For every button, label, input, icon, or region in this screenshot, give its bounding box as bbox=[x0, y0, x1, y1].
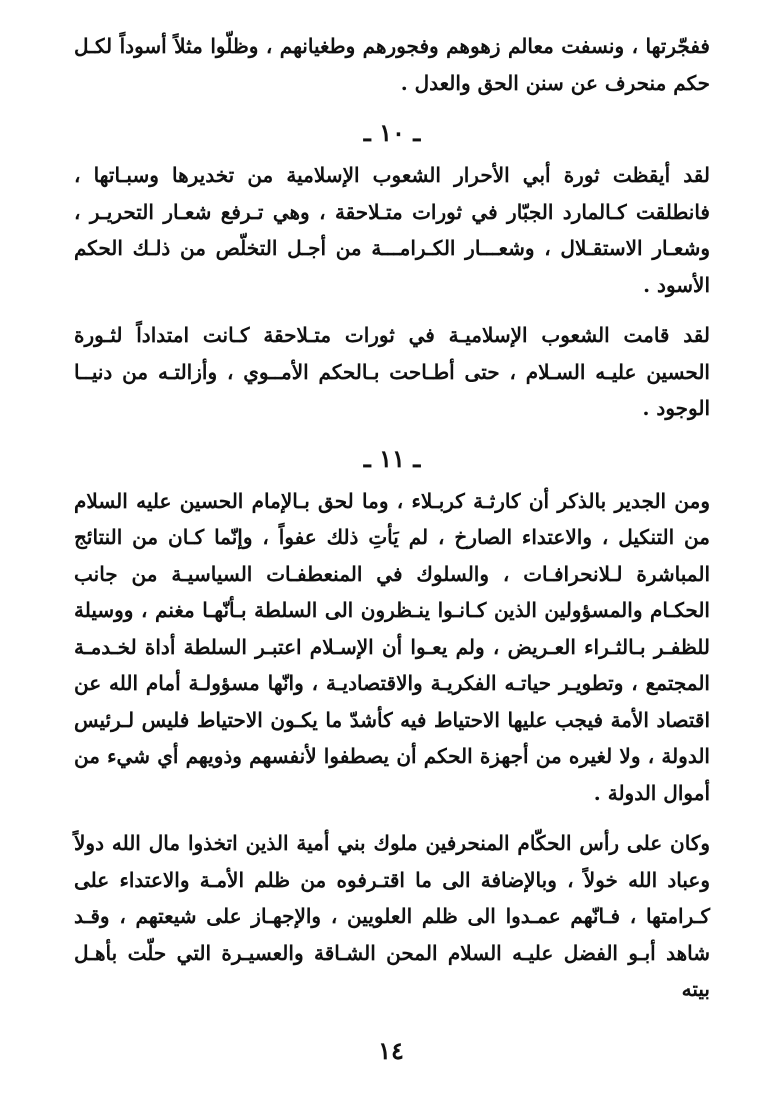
paragraph-10-2: لقد قامت الشعوب الإسلاميـة في ثورات متـلاحقة كـانت امتداداً لثـورة الحسين عليـه السـلام ، حتى أطـاحت بـالحكم الأمــوي ، وأزالتـه من دنيــا الوجود . bbox=[74, 323, 710, 420]
paragraph-10-1: لقد أيقظت ثورة أبي الأحرار الشعوب الإسلامية من تخديرها وسبـاتها ، فانطلقت كـالمارد الجبّار في ثورات متـلاحقة ، وهي تـرفع شعـار التحريـر ، وشعـار الاستقـلال ، وشعـــار الكـرامـــة من أجـل التخلّص من ذلـك الحكم الأسود . bbox=[74, 163, 710, 297]
page-body bbox=[74, 28, 710, 1008]
page-number: ١٤ bbox=[378, 1036, 404, 1065]
section-number-11: ـ ١١ ـ bbox=[363, 443, 421, 473]
paragraph-11-1: ومن الجدير بالذكر أن كارثـة كربـلاء ، وما لحق بـالإمام الحسين عليه السلام من التنكيل ، والاعتداء الصارخ ، لم يَأتِ ذلك عفواً ، وإنّما كـان من النتائج المباشرة لـلانحرافـات ، والسلوك في المنعطفـات السياسيـة من جانب الحكـام والمسؤولين الذين كـانـوا ينـظرون الى السلطة بـأنّهـا مغنم ، ووسيلة للظفـر بـالثـراء العـريض ، ولم يعـوا أن الإسـلام اعتبـر السلطة أداة لخـدمـة المجتمع ، وتطويـر حياتـه الفكريـة والاقتصاديـة ، وانّها مسؤولـة أمام الله عن اقتصاد الأمة فيجب عليها الاحتياط فيه كأشدّ ما يكـون الاحتياط فليس لـرئيس الدولة ، ولا لغيره من أجهزة الحكم أن يصطفوا لأنفسهم وذويهم أي شيء من أموال الدولة . bbox=[74, 488, 710, 805]
paragraph-11-2: وكان على رأس الحكّام المنحرفين ملوك بني أمية الذين اتخذوا مال الله دولاً وعباد الله خولاً ، وبالإضافة الى ما اقتـرفوه من ظلم الأمـة والاعتداء على كـرامتها ، فـانّهم عمـدوا الى ظلم العلويين ، والإجهـاز على شيعتهم ، وقـد شاهد أبـو الفضل عليـه السلام المحن الشـاقة والعسيـرة التي حلّت بأهـل بيته bbox=[74, 831, 710, 1001]
paragraph-intro: ففجّرتها ، ونسفت معالم زهوهم وفجورهم وطغيانهم ، وظلّوا مثلاً أسوداً لكـل حكم منحرف عن سنن الحق والعدل . bbox=[74, 34, 710, 95]
section-number-10: ـ ١٠ ـ bbox=[363, 118, 421, 147]
